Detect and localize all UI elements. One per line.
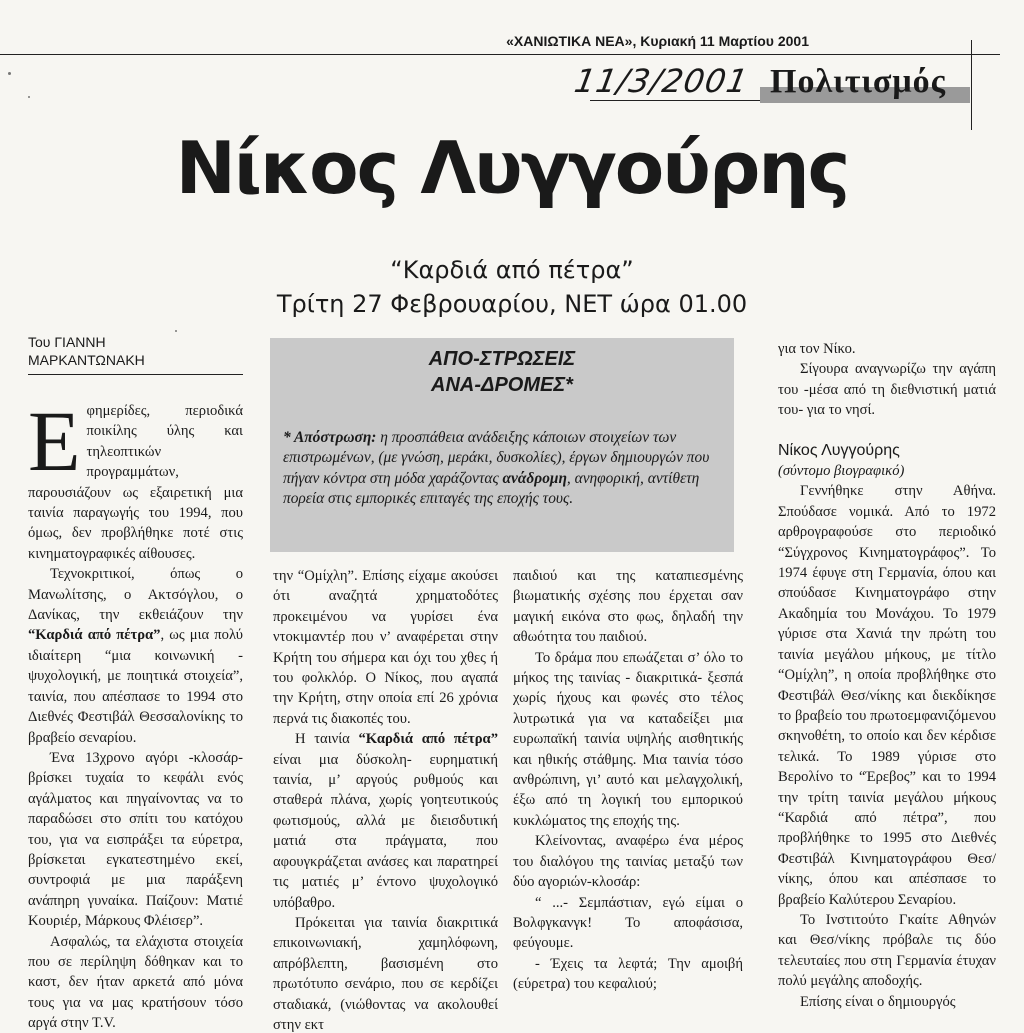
handwritten-date: 11/3/2001 <box>571 62 752 100</box>
paragraph: Επίσης είναι ο δημιουργός <box>800 993 956 1010</box>
article-title: Νίκος Λυγγούρης <box>175 126 849 210</box>
paragraph: “ ...- Σεμπάστιαν, εγώ είμαι ο Βολφγκανγκ! Το αποφάσισα, φεύγουμε. <box>513 894 743 952</box>
box-term1: * Απόστρωση: <box>283 429 377 446</box>
paragraph: Ένα 13χρονο αγόρι -κλοσάρ- βρίσκει τυχαία το κεφάλι ενός αγάλματος και πηγαίνοντας να το παραδώσει στο σπίτι του κατόχου του, για να εισπράξει τα εύρετρα, βρίσκεται εγκατεστημένο εκεί, συντροφιά με μια παράξενη ανάπηρη γυναίκα. Παίζουν: Ματιέ Κουριέρ, Μάρκους Φλέισερ”. <box>28 749 243 930</box>
box-def1: η προσπάθεια ανάδειξης κάποιων στοιχείων των επιστρωμένων, (με γνώση, μεράκι, δυσκολίες), έργων δημιουργών που πήγαν κόντρα στη μόδα χαράζοντας <box>283 429 710 487</box>
section-label: Πολιτισμός <box>770 63 947 100</box>
header-rule <box>0 54 1000 55</box>
paragraph: Το Ινστιτούτο Γκαίτε Αθηνών και Θεσ/νίκης πρόβαλε τις δύο τελευταίες που στη Γερμανία έτυχαν πολύ μεγάλης αποδοχής. <box>778 911 996 990</box>
paragraph: Η ταινία “Καρδιά από πέτρα” είναι μια δύσκολη- ευρηματική ταινία, μ’ αργούς ρυθμούς και σταθερά πλάνα, χωρίς γοητευτικούς φωτισμούς, αλλά με διεισδυτική ματιά στα πράγματα, που αφουγκράζεται ανάσες και παρατηρεί τις ματιές μ’ έντονο ψυχολογικό υπόβαθρο. <box>273 731 498 911</box>
film-name-bold: “Καρδιά από πέτρα” <box>28 627 161 644</box>
dropcap: Ε <box>28 401 81 489</box>
paragraph <box>28 401 243 564</box>
byline-line2: ΜΑΡΚΑΝΤΩΝΑΚΗ <box>28 352 145 368</box>
paragraph: Γεννήθηκε στην Αθήνα. Σπούδασε νομικά. Από το 1972 αρθρογραφούσε στο περιοδικό “Σύγχρονος Κινηματογράφος”. Το 1974 έφυγε στη Γερμανία, όπου και σπούδασε Κινηματογράφο στην Ακαδημία του Μονάχου. Το 1979 γύρισε στα Χανιά την πρώτη του ταινία μεγάλου μήκους, με τίτλο “Ομίχλη”, η οποία προβλήθηκε στο Φεστιβάλ Θεσ/νίκης και διεκδίκησε το βραβείο του πρωτοεμφανιζόμενου σκηνοθέτη, το οποίο και δεν κέρδισε τελικά. Το 1989 γύρισε στο Βερολίνο το “Έρεβος” και το 1994 την τρίτη ταινία μεγάλου μήκους “Καρδιά από πέτρα”, που προβλήθηκε το 1995 στο Διεθνές Φεστιβάλ Κινηματογράφου Θεσ/νίκης, όπου και απέσπασε το βραβείο Καλύτερου Σεναρίου. <box>778 483 996 908</box>
paragraph: την “Ομίχλη”. Επίσης είχαμε ακούσει ότι αναζητά χρηματοδότες προκειμένου να γυρίσει ένα ντοκιμαντέρ που ν’ αναφέρεται στην Κρήτη του σήμερα και όχι του χθες ή του φολκλόρ. Ο Νίκος, που αγαπά την Κρήτη, στην οποία επί 26 χρόνια περνά τις διακοπές του. <box>273 568 498 727</box>
article-column-3 <box>513 566 743 1033</box>
paragraph-text: φημερίδες, περιοδικά ποικίλης ύλης και τηλεοπτικών προγραμμάτων, παρουσιάζουν ως εξαιρετική μια ταινία παραγωγής του 1994, που όμως, δεν προβλήθηκε ποτέ στις κινηματογραφικές αίθουσες. <box>28 403 243 562</box>
article-column-1 <box>28 401 243 1033</box>
byline <box>28 333 145 369</box>
header-vertical-rule <box>971 40 972 130</box>
paragraph: παιδιού και της καταπιεσμένης βιωματικής σχέσης που έρχεται σαν μαγική εικόνα στο φως, δηλαδή την αθωότητα του παιδιού. <box>513 568 743 646</box>
paragraph: Πρόκειται για ταινία διακριτικά επικοινωνιακή, χαμηλόφωνη, απρόβλεπτη, βασισμένη στο πρωτότυπο σενάριο, που σε κερδίζει σταδιακά, (νιώθοντας να ακολουθεί στην εκτ <box>273 914 498 1033</box>
box-term2: ανάδρομη <box>502 469 567 487</box>
paragraph: Τεχνοκριτικοί, όπως ο Μανωλίτσης, ο Ακτσόγλου, ο Δανίκας, την εκθειάζουν την “Καρδιά από πέτρα”, ως μια πολύ ιδιαίτερη “μια κοινωνική - ψυχολογική, με ποιητικά στοιχεία”, ταινία, που απέσπασε το 1994 στο Διεθνές Φεστιβάλ Θεσσαλονίκης το βραβείο σεναρίου. <box>28 566 243 746</box>
broadcast-info: Τρίτη 27 Φεβρουαρίου, ΝΕΤ ώρα 01.00 <box>276 290 748 318</box>
box-title-line1: ΑΠΟ-ΣΤΡΩΣΕΙΣ <box>428 348 576 370</box>
paragraph: για τον Νίκο. <box>778 341 856 357</box>
box-definition <box>283 428 723 510</box>
paragraph: Ασφαλώς, τα ελάχιστα στοιχεία που σε περίληψη δόθηκαν και το καστ, δεν ήταν αρκετά από μόνα τους για να μας κρατήσουν τόσο αργά στην Τ.V. <box>28 933 243 1032</box>
scan-speck <box>8 72 11 75</box>
bio-heading: Νίκος Λυγγούρης <box>778 441 900 459</box>
article-column-2 <box>273 566 498 1033</box>
byline-line1: Του ΓΙΑΝΝΗ <box>28 334 106 350</box>
bio-subheading: (σύντομο βιογραφικό) <box>778 463 905 480</box>
box-def2: , ανηφορική, αντίθετη πορεία στις εμπορικές επιταγές της εποχής τους. <box>283 469 700 508</box>
paragraph: Σίγουρα αναγνωρίζω την αγάπη του -μέσα από τη διεθνιστική ματιά του- για το νησί. <box>778 361 996 419</box>
scan-speck <box>175 330 177 332</box>
publication-header: «ΧΑΝΙΩΤΙΚΑ ΝΕΑ», Κυριακή 11 Μαρτίου 2001 <box>506 33 809 49</box>
paragraph: - Έχεις τα λεφτά; Την αμοιβή (εύρετρα) του κεφαλιού; <box>513 955 743 993</box>
article-column-4 <box>778 339 996 1033</box>
paragraph: Κλείνοντας, αναφέρω ένα μέρος του διαλόγου της ταινίας μεταξύ των δύο αγοριών-κλοσάρ: <box>513 833 743 891</box>
box-title <box>270 346 734 398</box>
scan-speck <box>28 96 30 98</box>
paragraph: Το δράμα που επωάζεται σ’ όλο το μήκος της ταινίας - διακριτικά- ξεσπά χωρίς ήχους και φωνές στο τέλος λυτρωτικά για να καταδείξει μια ευρωπαϊκή ταινία υψηλής αισθητικής και ηθικής στάθμης. Μια ταινία τόσο ανθρώπινη, γι’ αυτό και μελαγχολική, έξω από τη λογική του εμπορικού κυκλώματος της εποχής της. <box>513 649 743 829</box>
film-name-bold: “Καρδιά από πέτρα” <box>358 731 498 748</box>
byline-rule <box>28 374 243 375</box>
film-title: “Καρδιά από πέτρα” <box>390 256 634 284</box>
box-title-line2: ΑΝΑ-ΔΡΟΜΕΣ* <box>431 374 573 396</box>
